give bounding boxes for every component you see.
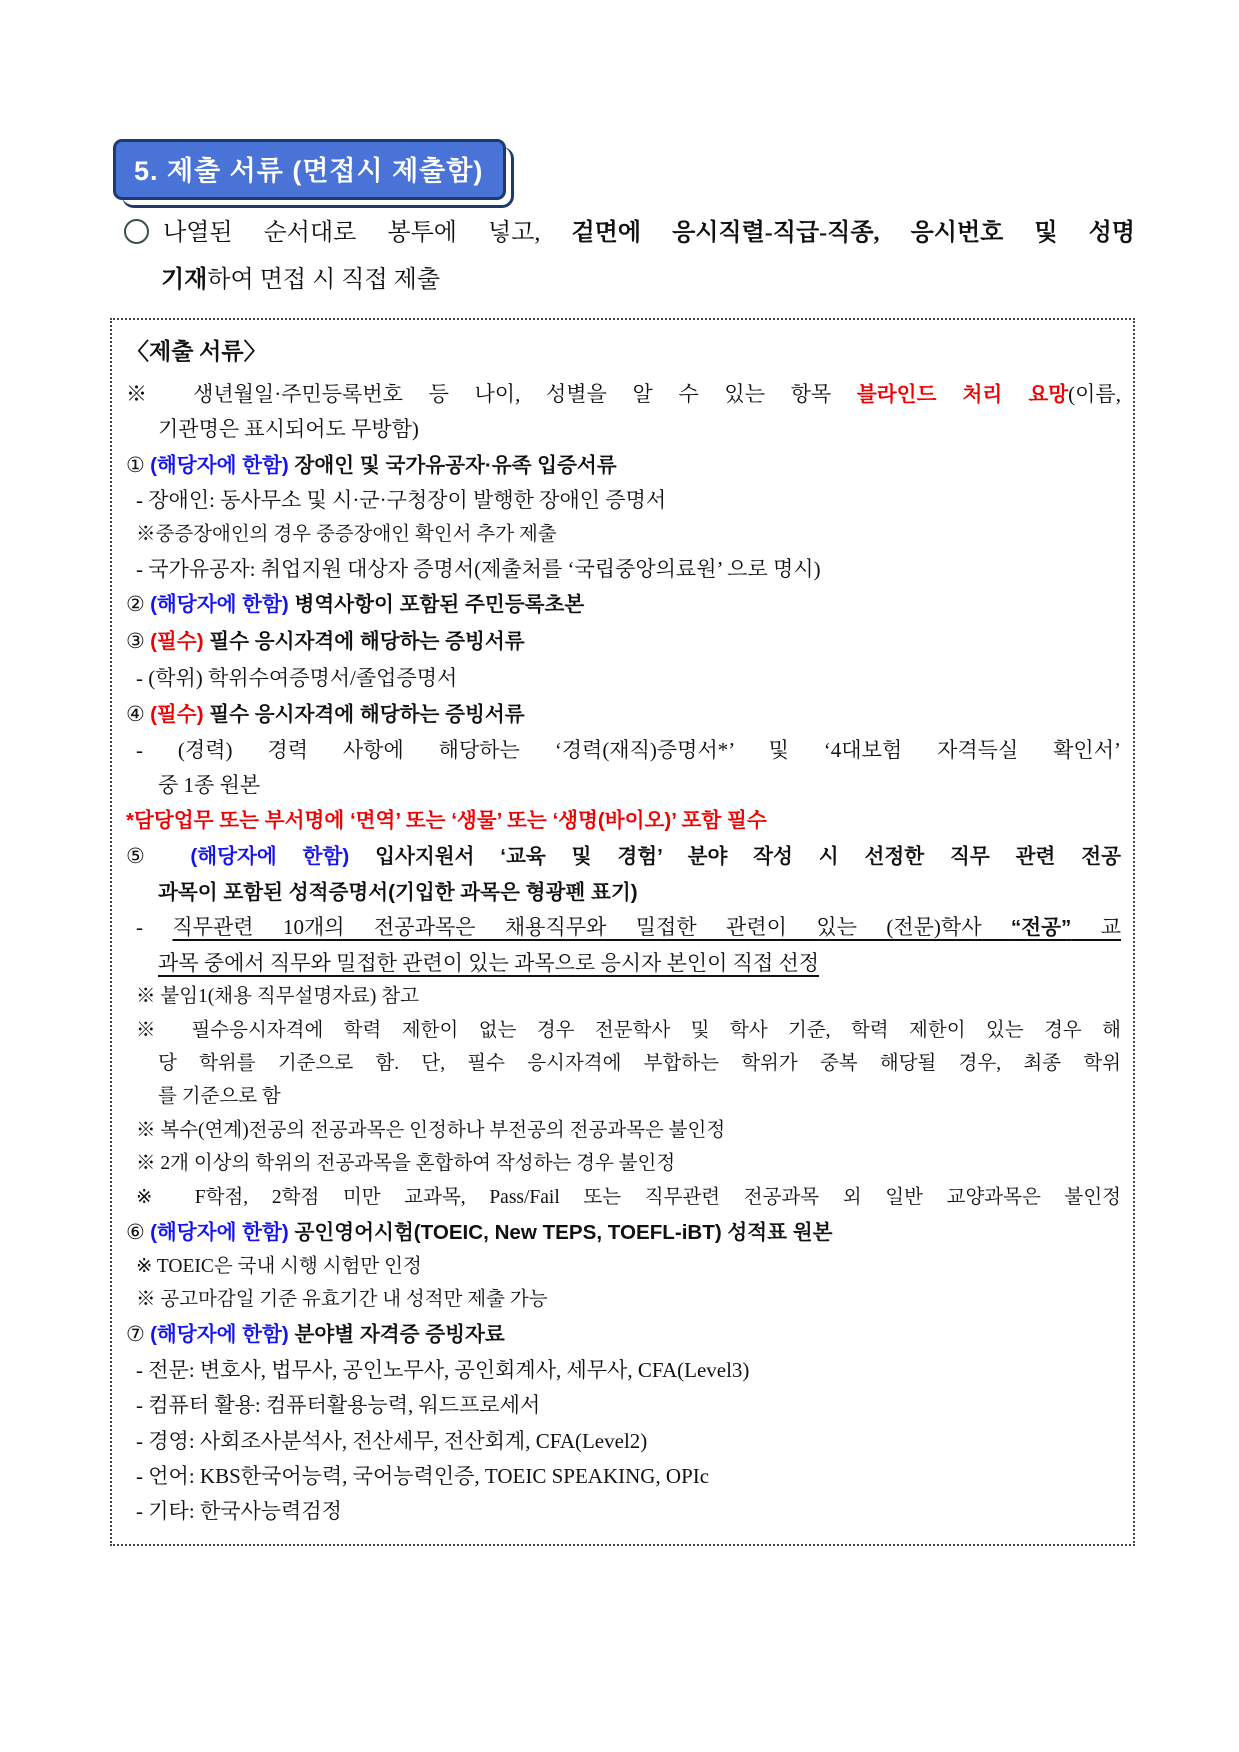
doc-line — [124, 1288, 1121, 1312]
doc-line-segment: 당 학위를 기준으로 함. 단, 필수 응시자격에 부합하는 학위가 중복 해당될 경우, 최종 학위 — [158, 1053, 1121, 1075]
doc-line — [124, 1463, 1121, 1489]
doc-line — [124, 381, 1121, 408]
doc-line-segment: ※ 공고마감일 기준 유효기간 내 성적만 제출 가능 — [136, 1289, 548, 1311]
doc-line-segment: (해당자에 한함) — [190, 844, 376, 868]
doc-line-segment: *담당업무 또는 부서명에 ‘면역’ 또는 ‘생물’ 또는 ‘생명(바이오)’ 포함 필수 — [126, 809, 767, 833]
doc-line-segment: ※ 생년월일·주민등록번호 등 나이, 성별을 알 수 있는 항목 — [126, 381, 857, 406]
doc-line-segment: ※중증장애인의 경우 중증장애인 확인서 추가 제출 — [136, 523, 557, 545]
doc-line-segment: ② — [126, 592, 151, 617]
doc-line-segment: (이름, — [1068, 381, 1121, 406]
doc-line-segment: (해당자에 한함) — [150, 593, 295, 617]
doc-line — [124, 628, 1121, 655]
doc-line-segment: ※ F학점, 2학점 미만 교과목, Pass/Fail 또는 직무관련 전공과목 외 일반 교양과목은 불인정 — [136, 1186, 1121, 1208]
doc-line-segment: (해당자에 한함) — [150, 1323, 295, 1347]
doc-line-segment: - 언어: KBS한국어능력, 국어능력인증, TOEIC SPEAKING, OPIc — [136, 1463, 710, 1488]
section-header — [113, 139, 506, 200]
doc-line — [124, 737, 1121, 763]
doc-line — [124, 985, 1121, 1009]
doc-line-segment: 병역사항이 포함된 주민등록초본 — [294, 593, 585, 617]
doc-line — [124, 950, 1121, 976]
doc-line — [124, 1152, 1121, 1176]
doc-line-segment: (해당자에 한함) — [150, 1220, 295, 1244]
doc-line-segment: ④ — [126, 702, 151, 726]
doc-line — [124, 1357, 1121, 1383]
doc-line-segment: ※ 2개 이상의 학위의 전공과목을 혼합하여 작성하는 경우 불인정 — [136, 1153, 676, 1175]
doc-line-segment: 를 기준으로 함 — [158, 1086, 281, 1108]
doc-line — [124, 879, 1121, 906]
doc-line-segment: - 장애인: 동사무소 및 시·군·구청장이 발행한 장애인 증명서 — [136, 488, 667, 513]
doc-line-segment: 교 — [1071, 915, 1121, 940]
doc-line-segment: (필수) — [150, 630, 210, 654]
doc-line-segment: ① — [126, 452, 151, 477]
intro-line2-bold: 기재 — [161, 266, 208, 293]
doc-line — [124, 701, 1121, 728]
doc-line — [124, 523, 1121, 547]
circle-bullet-icon — [124, 219, 149, 244]
doc-line-segment: 기관명은 표시되어도 무방함) — [158, 417, 419, 442]
doc-line-segment: 직무관련 10개의 전공과목은 채용직무와 밀접한 관련이 있는 (전문)학사 — [172, 915, 1011, 940]
doc-line-segment: 과목이 포함된 성적증명서(기입한 과목은 형광펜 표기) — [158, 880, 638, 904]
doc-line-segment: (필수) — [150, 703, 210, 726]
doc-line-segment: - — [136, 915, 173, 940]
section-header-title: 5. 제출 서류 (면접시 제출함) — [113, 139, 506, 200]
intro-line2 — [161, 257, 1135, 304]
doc-line-segment: ⑤ — [126, 843, 191, 868]
doc-line-segment: ※ 복수(연계)전공의 전공과목은 인정하나 부전공의 전공과목은 불인정 — [136, 1119, 726, 1141]
doc-line — [124, 487, 1121, 513]
doc-line-segment: ※ TOEIC은 국내 시행 시험만 인정 — [136, 1255, 422, 1277]
doc-line — [124, 1498, 1121, 1524]
doc-line — [124, 1019, 1121, 1043]
doc-line-segment: (해당자에 한함) — [150, 453, 295, 477]
intro-line1-normal: 나열된 순서대로 봉투에 넣고, — [163, 220, 572, 246]
doc-line-segment: 분야별 자격증 증빙자료 — [294, 1323, 505, 1347]
doc-line — [124, 807, 1121, 834]
doc-line — [124, 843, 1121, 870]
doc-line-segment: - 전문: 변호사, 법무사, 공인노무사, 공인회계사, 세무사, CFA(Level3) — [136, 1358, 750, 1383]
intro-paragraph — [122, 210, 1135, 304]
intro-line1 — [163, 210, 1135, 257]
doc-line — [124, 1186, 1121, 1210]
doc-line — [124, 416, 1121, 442]
doc-line — [124, 665, 1121, 691]
doc-line — [124, 1085, 1121, 1109]
doc-line-segment: - (학위) 학위수여증명서/졸업증명서 — [136, 665, 458, 690]
doc-line-segment: 공인영어시험(TOEIC, New TEPS, TOEFL-iBT) 성적표 원본 — [294, 1220, 833, 1244]
doc-line — [124, 772, 1121, 798]
doc-line — [124, 591, 1121, 618]
intro-line1-bold: 겉면에 응시직렬-직급-직종, 응시번호 및 성명 — [571, 220, 1135, 246]
doc-line-segment: 필수 응시자격에 해당하는 증빙서류 — [209, 703, 525, 726]
doc-line-segment: ※ 붙임1(채용 직무설명자료) 참고 — [136, 986, 419, 1008]
box-title: 〈제출 서류〉 — [126, 339, 267, 364]
doc-line — [124, 1428, 1121, 1454]
intro-line2-normal: 하여 면접 시 직접 제출 — [207, 266, 441, 293]
doc-line — [124, 1321, 1121, 1348]
doc-line — [124, 1219, 1121, 1246]
doc-line-segment: ⑥ — [126, 1219, 151, 1244]
doc-line-segment: 블라인드 처리 요망 — [856, 382, 1069, 406]
doc-line — [124, 1392, 1121, 1418]
doc-line — [124, 1255, 1121, 1279]
doc-line-segment: 입사지원서 ‘교육 및 경험’ 분야 작성 시 선정한 직무 관련 전공 — [375, 844, 1122, 868]
doc-line-segment: 필수 응시자격에 해당하는 증빙서류 — [209, 630, 525, 654]
doc-line-segment: - 기타: 한국사능력검정 — [136, 1499, 342, 1524]
submission-documents-box — [110, 318, 1135, 1546]
doc-line-segment: “전공” — [1010, 916, 1072, 940]
doc-line — [124, 914, 1121, 941]
doc-line-segment: - 경영: 사회조사분석사, 전산세무, 전산회계, CFA(Level2) — [136, 1428, 648, 1453]
doc-line-segment: ※ 필수응시자격에 학력 제한이 없는 경우 전문학사 및 학사 기준, 학력 제한이 있는 경우 해 — [136, 1019, 1121, 1041]
doc-line-segment: 장애인 및 국가유공자·유족 입증서류 — [294, 453, 617, 477]
doc-line — [124, 1052, 1121, 1076]
doc-line-segment: - (경력) 경력 사항에 해당하는 ‘경력(재직)증명서*’ 및 ‘4대보험 자격득실 확인서’ — [136, 737, 1121, 762]
box-lines — [124, 381, 1121, 1525]
doc-line — [124, 452, 1121, 479]
doc-line — [124, 556, 1121, 582]
doc-line-segment: 중 1종 원본 — [158, 772, 261, 797]
doc-line-segment: - 국가유공자: 취업지원 대상자 증명서(제출처를 ‘국립중앙의료원’ 으로 명시) — [136, 557, 821, 582]
doc-line — [124, 1119, 1121, 1143]
doc-line-segment: ⑦ — [126, 1322, 151, 1347]
doc-line-segment: - 컴퓨터 활용: 컴퓨터활용능력, 워드프로세서 — [136, 1393, 541, 1418]
doc-line-segment: ③ — [126, 629, 151, 654]
doc-line-segment: 과목 중에서 직무와 밀접한 관련이 있는 과목으로 응시자 본인이 직접 선정 — [158, 951, 820, 976]
